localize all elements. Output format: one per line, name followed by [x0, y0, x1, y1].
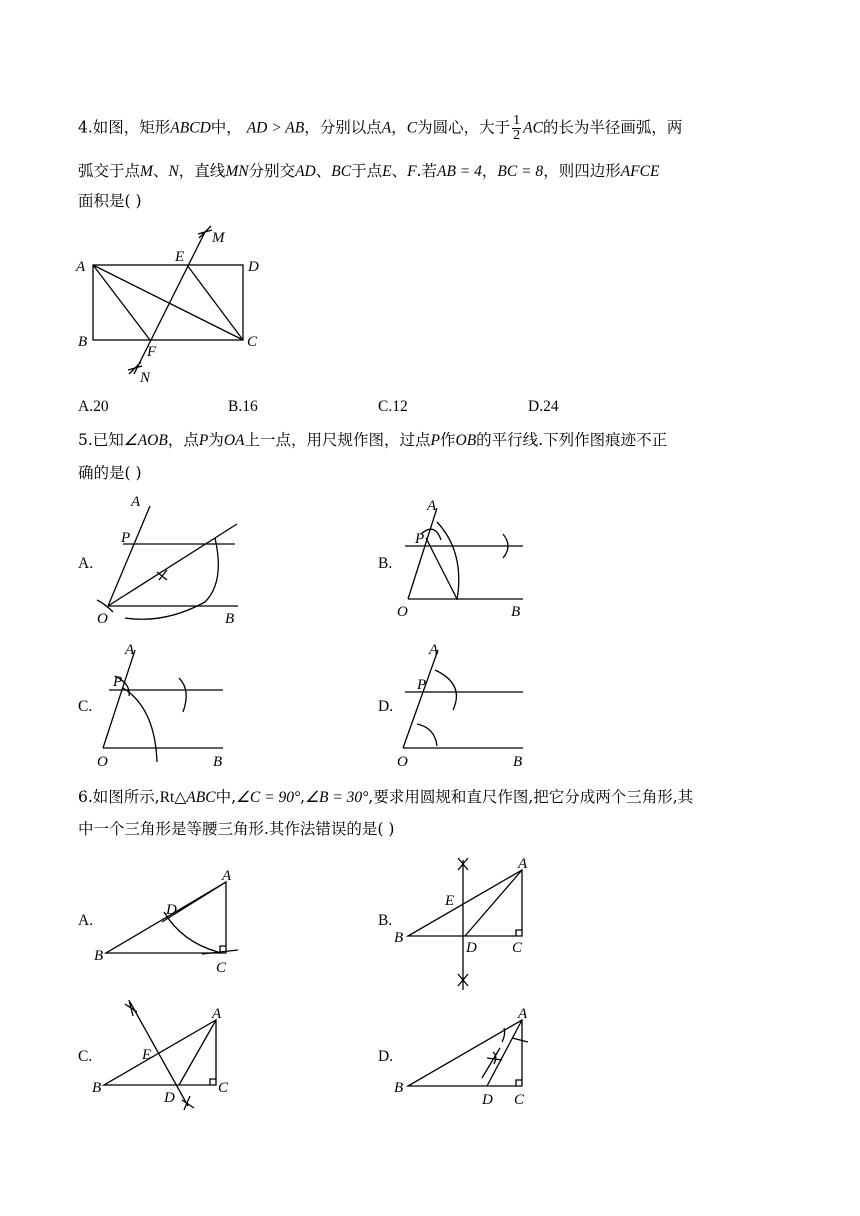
segment-ad — [179, 1020, 216, 1085]
q4-option-a: A.20 — [78, 398, 109, 415]
q4-math: C — [406, 119, 418, 137]
label-e: E — [175, 249, 185, 265]
label-p: P — [113, 674, 123, 690]
q4-math: E — [382, 163, 392, 180]
q5-text: 5.已知 — [78, 431, 124, 449]
q6-text: 中, — [215, 788, 237, 806]
q4-math: BC = 8 — [497, 163, 544, 180]
label-b: B — [225, 611, 235, 627]
ray-oa — [108, 506, 150, 606]
q4-text: 弧交于点 — [78, 162, 141, 180]
q6-figure-d — [390, 998, 550, 1118]
q4-line-3: 面积是( ) — [78, 192, 142, 210]
label-a: A — [518, 1006, 528, 1022]
q4-math: M — [140, 163, 153, 180]
q5-figure-b — [395, 492, 535, 622]
q5-math: OB — [455, 432, 477, 449]
q6-figure-a — [92, 862, 252, 982]
q5-math: ∠AOB — [123, 432, 168, 449]
label-d: D — [248, 259, 259, 275]
q6-text: ,要求用圆规和直尺作图,把它分成两个三角形,其 — [368, 788, 694, 806]
q4-text: 4.如图，矩形 — [78, 118, 171, 137]
q5-math: OA — [223, 432, 245, 449]
ray-oa — [103, 650, 135, 748]
q4-text: 、 — [315, 162, 332, 180]
q6-figure-b — [390, 850, 540, 995]
q4-text: ，则四边形 — [543, 162, 621, 180]
q4-text: ，分别以点 — [304, 118, 382, 137]
label-d: D — [482, 1092, 493, 1108]
label-p: P — [417, 677, 427, 693]
q4-text: 于点 — [351, 162, 383, 180]
label-m: M — [212, 230, 225, 246]
label-b: B — [92, 1080, 102, 1096]
label-b: B — [78, 334, 88, 350]
q6-text: , — [300, 788, 306, 806]
q4-math: AC — [523, 119, 543, 137]
fraction-denominator: 2 — [513, 128, 521, 143]
label-e: E — [142, 1047, 152, 1063]
q4-math: AFCE — [620, 163, 660, 180]
label-c: C — [216, 960, 227, 976]
bisector-line — [482, 1048, 500, 1078]
q4-text: 的长为半径画弧，两 — [542, 118, 683, 137]
q4-math: AB = 4 — [436, 163, 482, 180]
q5-math: P — [430, 432, 440, 449]
segment-ad — [465, 870, 522, 936]
construction-arc — [437, 522, 459, 600]
segment-af — [93, 265, 150, 340]
q5-text: 作 — [439, 431, 456, 449]
label-b: B — [394, 1080, 404, 1096]
q6-math: Rt△ — [159, 789, 187, 806]
label-o: O — [397, 754, 408, 770]
label-d: D — [164, 1090, 175, 1106]
ray-oa — [408, 508, 437, 599]
q6-math: ∠B = 30° — [305, 789, 369, 806]
label-d: D — [166, 902, 177, 918]
q6-text: 6.如图所示, — [78, 788, 160, 806]
label-b: B — [213, 754, 223, 770]
label-d: D — [466, 940, 477, 956]
label-a: A — [222, 868, 232, 884]
label-a: A — [125, 642, 135, 658]
q5-text: ，点 — [167, 431, 199, 449]
q4-option-b: B.16 — [228, 398, 258, 415]
arc-mark — [179, 678, 186, 712]
arc-tail — [512, 1038, 528, 1042]
q5-figure-a — [95, 492, 245, 632]
q5-option-a-label: A. — [78, 555, 94, 572]
label-a: A — [76, 259, 86, 275]
q4-option-d: D.24 — [528, 398, 559, 415]
label-p: P — [121, 530, 131, 546]
label-c: C — [514, 1092, 525, 1108]
construction-arc — [125, 538, 218, 619]
q5-figure-d — [395, 640, 535, 770]
right-angle-mark — [516, 1080, 522, 1086]
construction-arc — [164, 912, 218, 952]
q5-line-1 — [78, 429, 667, 452]
q6-option-c-label: C. — [78, 1048, 93, 1065]
label-a: A — [427, 498, 437, 514]
label-p: P — [415, 531, 425, 547]
label-c: C — [512, 940, 523, 956]
q4-text: ， — [481, 162, 498, 180]
q4-text: 、 — [391, 162, 408, 180]
fraction-numerator: 1 — [513, 113, 521, 128]
diagonal-ac — [93, 265, 243, 340]
q5-text: 的平行线.下列作图痕迹不正 — [476, 431, 668, 449]
q4-math: AD > AB — [246, 119, 305, 137]
q5-figure-c — [95, 640, 235, 770]
label-o: O — [97, 754, 108, 770]
q5-option-c-label: C. — [78, 698, 93, 715]
segment-ec — [187, 265, 243, 340]
q4-math: ABCD — [170, 119, 211, 137]
q5-math: P — [198, 432, 209, 449]
q4-text: 为圆心，大于 — [417, 118, 511, 137]
q4-text: 分别交 — [248, 162, 296, 180]
q4-math: AD — [295, 163, 316, 180]
construction-arc — [435, 670, 456, 710]
q4-line-2 — [78, 160, 659, 183]
label-n: N — [140, 370, 151, 386]
q5-text: 上一点，用尺规作图，过点 — [244, 431, 431, 449]
q6-math: ABC — [186, 789, 216, 806]
label-b: B — [513, 754, 523, 770]
label-c: C — [218, 1080, 229, 1096]
arc-mark-top — [125, 1000, 137, 1016]
q4-option-c: C.12 — [378, 398, 408, 415]
label-a: A — [429, 642, 439, 658]
q5-text: 为 — [208, 431, 224, 449]
q4-math: MN — [225, 163, 249, 180]
q5-option-b-label: B. — [378, 555, 393, 572]
construction-arc — [123, 688, 157, 762]
q4-line-1 — [78, 114, 682, 143]
label-o: O — [397, 604, 408, 620]
q6-option-d-label: D. — [378, 1048, 394, 1065]
label-b: B — [394, 930, 404, 946]
label-a: A — [131, 494, 141, 510]
label-o: O — [97, 611, 108, 627]
label-f: F — [147, 344, 157, 360]
fraction-one-half — [512, 114, 521, 143]
q4-math: N — [168, 163, 179, 180]
q6-line-1 — [78, 786, 693, 809]
right-angle-mark — [210, 1079, 216, 1085]
small-arc — [417, 724, 437, 746]
label-b: B — [94, 948, 104, 964]
label-a: A — [518, 856, 528, 872]
perpendicular-bisector — [130, 1002, 188, 1106]
q6-option-b-label: B. — [378, 912, 393, 929]
arc-mark-m — [198, 226, 212, 238]
triangle-abc — [104, 1020, 216, 1085]
q5-line-2: 确的是( ) — [78, 464, 142, 482]
q4-text: ，直线 — [178, 162, 226, 180]
label-e: E — [445, 893, 455, 909]
q4-math: BC — [331, 163, 352, 180]
q6-option-a-label: A. — [78, 912, 94, 929]
q4-math: A — [381, 119, 392, 137]
q4-text: 中， — [210, 118, 242, 137]
triangle-abc — [408, 870, 522, 936]
q4-figure — [70, 222, 270, 387]
q6-line-2: 中一个三角形是等腰三角形.其作法错误的是( ) — [78, 820, 395, 838]
q5-option-d-label: D. — [378, 698, 394, 715]
q6-figure-c — [90, 998, 250, 1118]
q4-text: ， — [391, 118, 407, 137]
q6-math: ∠C = 90° — [236, 789, 301, 806]
label-c: C — [247, 334, 258, 350]
label-a: A — [212, 1006, 222, 1022]
q4-math: F — [407, 163, 417, 180]
right-angle-mark — [516, 930, 522, 936]
line-mn — [134, 232, 205, 374]
q4-text: 、 — [152, 162, 169, 180]
label-b: B — [511, 604, 521, 620]
q4-text: .若 — [416, 162, 437, 180]
